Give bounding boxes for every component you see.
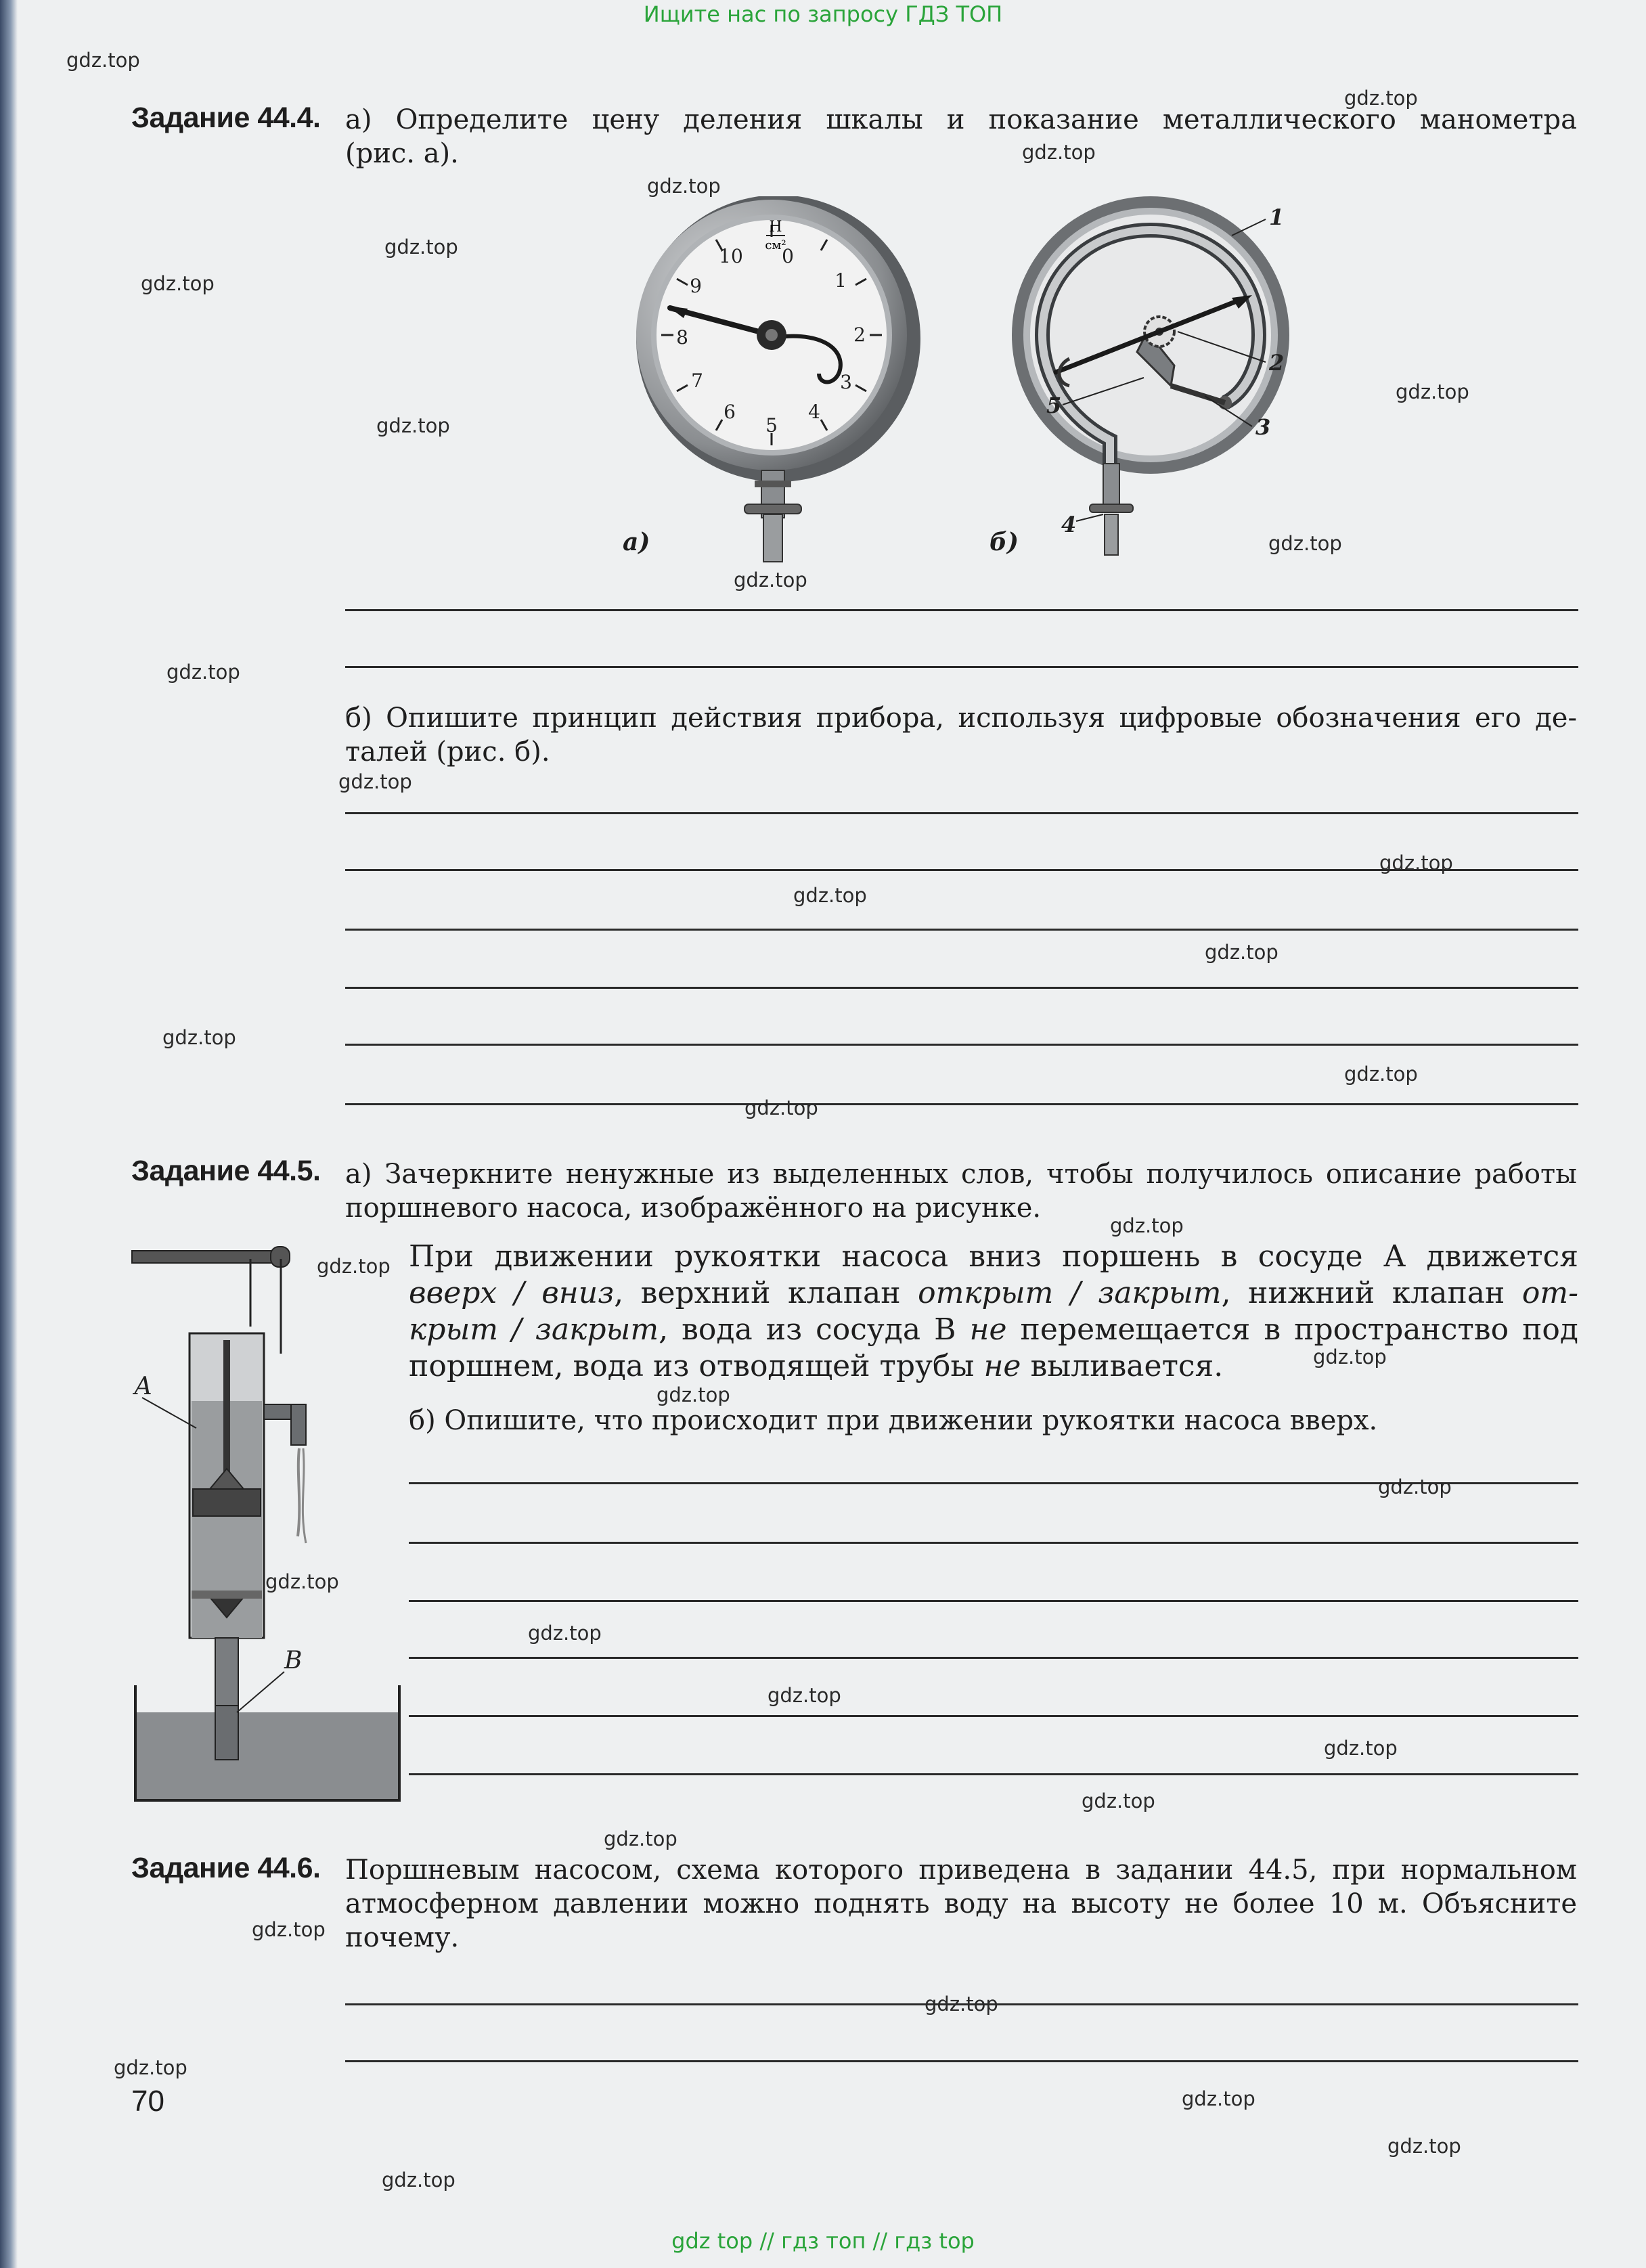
answer-line[interactable] [409,1542,1578,1544]
para-line1: При движении рукоятки насоса вниз поршень в сосуде А движется [409,1239,1578,1274]
watermark: gdz.top [1082,1789,1155,1813]
pump-description-paragraph [409,1239,1578,1385]
watermark: gdz.top [317,1255,391,1278]
watermark: gdz.top [744,1096,818,1119]
watermark: gdz.top [162,1026,236,1049]
watermark: gdz.top [1110,1214,1184,1237]
figure-a-caption: а) [623,528,650,556]
task-44-4-part-b-line1: б) Опишите принцип действия прибора, используя цифровые обозначения его де- [345,703,1577,734]
svg-text:7: 7 [691,370,703,392]
task-44-5-label: Задание 44.5. [131,1155,321,1187]
gauge-unit-bottom: см² [765,238,786,252]
answer-line[interactable] [345,2060,1578,2062]
watermark: gdz.top [657,1383,730,1406]
task-44-4-part-a-line2: (рис. а). [345,138,459,169]
watermark: gdz.top [338,770,412,793]
para-line2: вверх / вниз, верхний клапан открыт / закрыт, нижний клапан от- [409,1276,1578,1310]
task-44-4-part-b-line2: талей (рис. б). [345,736,550,768]
task-44-5-part-a-line1: а) Зачеркните ненужные из выделенных слов, чтобы получилось описание работы [345,1159,1577,1190]
answer-line[interactable] [409,1657,1578,1659]
choice-lower-valve-part2[interactable]: крыт / закрыт [409,1312,659,1347]
watermark: gdz.top [528,1622,602,1645]
watermark: gdz.top [265,1570,339,1593]
svg-text:1: 1 [1269,204,1285,230]
page-number: 70 [131,2085,164,2118]
watermark: gdz.top [252,1918,326,1941]
watermark: gdz.top [141,272,215,295]
piston-pump-figure [129,1232,406,1814]
answer-line[interactable] [345,869,1578,871]
task-44-6-label: Задание 44.6. [131,1852,321,1884]
watermark: gdz.top [1182,2087,1255,2110]
watermark: gdz.top [1387,2135,1461,2158]
watermark: gdz.top [647,175,721,198]
answer-line[interactable] [409,1600,1578,1602]
answer-line[interactable] [345,609,1578,611]
book-spine-shadow [0,0,18,2268]
choice-not-pours[interactable]: не [983,1349,1021,1383]
watermark: gdz.top [925,1993,998,2016]
choice-not-moves[interactable]: не [969,1312,1007,1347]
task-44-5-part-a-line2: поршневого насоса, изображённого на рисунке. [345,1193,1042,1224]
para-line3: крыт / закрыт, вода из сосуда В не перемещается в пространство под [409,1312,1578,1347]
svg-text:5: 5 [765,414,778,437]
label-A: А [134,1373,153,1400]
manometer-figure-b [1002,196,1381,562]
svg-text:6: 6 [724,401,736,423]
watermark: gdz.top [1344,1063,1418,1086]
answer-line[interactable] [345,1103,1578,1105]
task-44-6-line3: почему. [345,1922,460,1953]
watermark: gdz.top [114,2056,187,2079]
answer-line[interactable] [345,2003,1578,2005]
bottom-banner[interactable]: gdz top // гдз топ // гдз top [671,2228,975,2254]
svg-text:9: 9 [690,275,702,297]
answer-line[interactable] [345,666,1578,668]
watermark: gdz.top [1205,941,1278,964]
svg-text:4: 4 [808,401,820,423]
figure-b-caption: б) [989,528,1019,556]
watermark: gdz.top [1268,532,1342,555]
watermark: gdz.top [1022,141,1096,164]
watermark: gdz.top [1396,380,1469,403]
task-44-6-line1: Поршневым насосом, схема которого приведена в задании 44.5, при нормальном [345,1854,1577,1886]
svg-text:2: 2 [1269,350,1285,376]
watermark: gdz.top [384,236,458,259]
svg-text:2: 2 [853,324,866,346]
watermark: gdz.top [1313,1346,1387,1369]
task-44-4-part-a-line1: а) Определите цену деления шкалы и показание металлического манометра [345,104,1577,135]
answer-line[interactable] [345,987,1578,989]
choice-upper-valve[interactable]: открыт / закрыт [918,1276,1222,1310]
watermark: gdz.top [376,414,450,437]
answer-line[interactable] [409,1715,1578,1717]
watermark: gdz.top [734,569,807,592]
choice-direction[interactable]: вверх / вниз [409,1276,615,1310]
watermark: gdz.top [604,1827,677,1850]
watermark: gdz.top [382,2169,455,2192]
watermark: gdz.top [1379,851,1453,874]
watermark: gdz.top [1324,1737,1398,1760]
svg-text:10: 10 [719,245,743,267]
answer-line[interactable] [345,929,1578,931]
svg-text:5: 5 [1046,393,1062,418]
choice-lower-valve-part1[interactable]: от- [1521,1276,1578,1310]
watermark: gdz.top [793,884,867,907]
svg-text:8: 8 [676,326,688,349]
watermark: gdz.top [1378,1475,1452,1498]
answer-line[interactable] [345,1044,1578,1046]
top-banner[interactable]: Ищите нас по запросу ГДЗ ТОП [643,1,1003,27]
watermark: gdz.top [1344,87,1418,110]
svg-text:4: 4 [1061,512,1077,537]
svg-text:1: 1 [835,269,847,292]
answer-line[interactable] [345,812,1578,814]
gauge-unit-top: Н [769,219,782,236]
task-44-6-line2: атмосферном давлении можно поднять воду на высоту не более 10 м. Объясните [345,1888,1577,1919]
para-line4: поршнем, вода из отводящей трубы не выливается. [409,1349,1224,1383]
manometer-figure-a [623,196,920,575]
label-B: B [284,1647,303,1674]
svg-text:3: 3 [840,371,852,393]
answer-line[interactable] [409,1773,1578,1775]
watermark: gdz.top [768,1684,841,1707]
task-44-4-label: Задание 44.4. [131,102,321,134]
watermark: gdz.top [66,49,140,72]
task-44-5-part-b: б) Опишите, что происходит при движении рукоятки насоса вверх. [409,1405,1378,1436]
svg-text:0: 0 [782,245,794,267]
watermark: gdz.top [166,661,240,684]
answer-line[interactable] [409,1482,1578,1484]
svg-text:3: 3 [1255,414,1271,440]
